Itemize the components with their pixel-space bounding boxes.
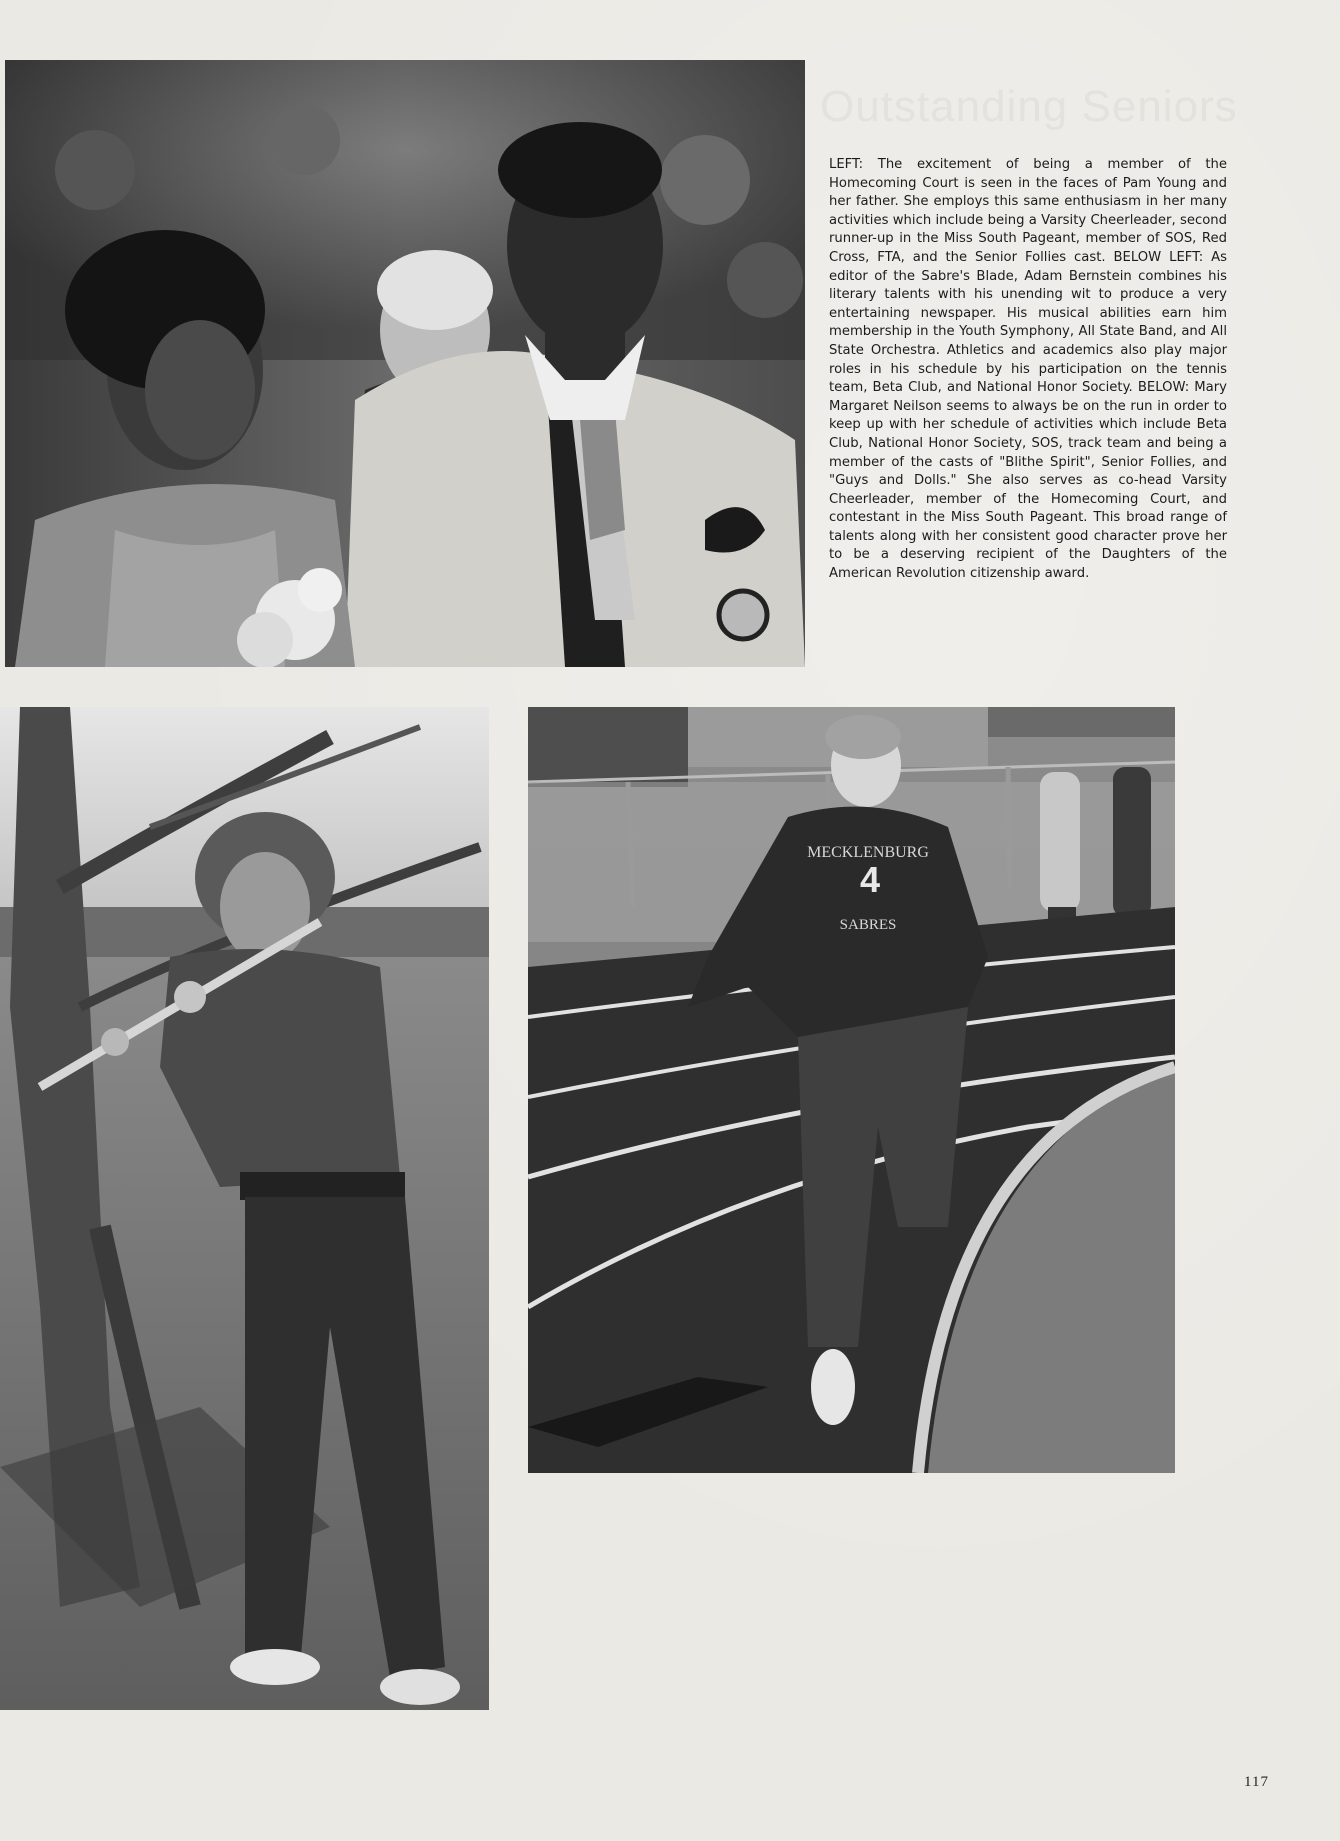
photo-track-runner-icon (528, 707, 1175, 1473)
sweatshirt-team-name: SABRES (839, 917, 897, 933)
photo-homecoming-court-icon (5, 60, 805, 667)
sweatshirt-school-name: MECKLENBURG (807, 844, 929, 861)
photo-caption: LEFT: The excitement of being a member of the Homecoming Court is seen in the faces of Pam Young and her father. She employs this same enthusiasm in her many activities which include being a Varsity Cheerleader, second runner-up in the Miss South Pageant, member of SOS, Red Cross, FTA, and the Senior Follies cast. BELOW LEFT: As editor of the Sabre's Blade, Adam Bernstein combines his literary talents with his unending wit to produce a very entertaining newspaper. His musical abilities earn him membership in the Youth Symphony, All State Band, and All State Orchestra. Athletics and academics also play major roles in his schedule by his participation on the tennis team, Beta Club, and National Honor Society. BELOW: Mary Margaret Neilson seems to always be on the run in order to keep up with her schedule of activities which include Beta Club, National Honor Society, SOS, track team and being a member of the casts of "Blithe Spirit", Senior Follies, and "Guys and Dolls." She also serves as co-head Varsity Cheerleader, member of the Homecoming Court, and contestant in the Miss South Pageant. This broad range of talents along with her consistent good character prove her to be a deserving recipient of the Daughters of the American Revolution citizenship award. (829, 157, 1227, 582)
page-number: 117 (1244, 1774, 1269, 1790)
track-runner-photo (528, 707, 1175, 1473)
flute-player-photo (0, 707, 489, 1710)
faint-show-through-title: Outstanding Seniors (820, 82, 1238, 131)
sweatshirt-number: 4 (859, 859, 881, 900)
photo-flute-player-icon (0, 707, 489, 1710)
homecoming-court-photo (5, 60, 805, 667)
